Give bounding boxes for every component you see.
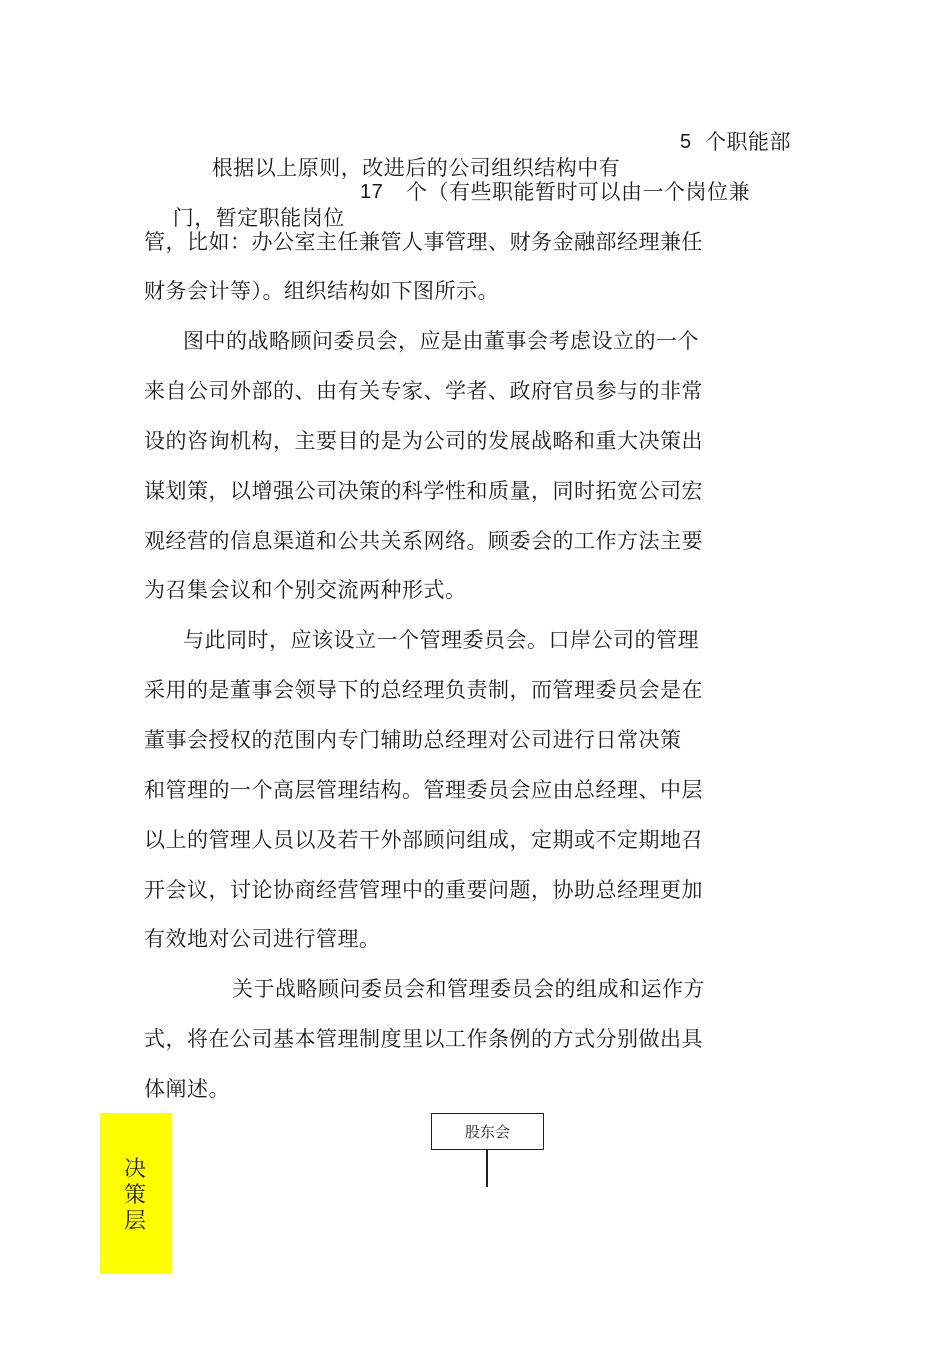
text-segment: 个职能部 [705, 130, 791, 154]
paragraph-line: 关于战略顾问委员会和管理委员会的组成和运作方 [232, 977, 705, 1001]
paragraph-line: 设的咨询机构，主要目的是为公司的发展战略和重大决策出 [144, 429, 703, 453]
position-count: 17 [360, 181, 384, 203]
paragraph-line: 采用的是董事会领导下的总经理负责制，而管理委员会是在 [144, 678, 703, 702]
paragraph-line: 来自公司外部的、由有关专家、学者、政府官员参与的非常 [144, 379, 703, 403]
paragraph-line: 观经营的信息渠道和公共关系网络。顾委会的工作方法主要 [144, 529, 703, 553]
text-segment: 门，暂定职能岗位 [172, 206, 345, 230]
paragraph-line: 谋划策，以增强公司决策的科学性和质量，同时拓宽公司宏 [144, 479, 703, 503]
department-count: 5 [680, 131, 692, 153]
paragraph-line: 有效地对公司进行管理。 [144, 927, 381, 951]
paragraph-line: 财务会计等）。组织结构如下图所示。 [144, 279, 499, 303]
paragraph-line: 以上的管理人员以及若干外部顾问组成，定期或不定期地召 [144, 828, 703, 852]
paragraph-line: 图中的战略顾问委员会，应是由董事会考虑设立的一个 [183, 329, 699, 353]
layer-label-char: 层 [123, 1209, 146, 1234]
text-segment: 个（有些职能暂时可以由一个岗位兼 [406, 180, 750, 204]
layer-label-char: 策 [123, 1183, 146, 1208]
paragraph-line: 管，比如：办公室主任兼管人事管理、财务金融部经理兼任 [144, 230, 703, 254]
shareholders-meeting-box: 股东会 [431, 1113, 544, 1150]
paragraph-line: 与此同时，应该设立一个管理委员会。口岸公司的管理 [183, 628, 699, 652]
paragraph-line: 和管理的一个高层管理结构。管理委员会应由总经理、中层 [144, 778, 703, 802]
org-chart-connector-line [486, 1150, 488, 1187]
paragraph-line: 体阐述。 [144, 1077, 230, 1101]
paragraph-line: 开会议，讨论协商经营管理中的重要问题，协助总经理更加 [144, 878, 703, 902]
text-segment: 根据以上原则，改进后的公司组织结构中有 [211, 156, 621, 180]
paragraph-line: 式，将在公司基本管理制度里以工作条例的方式分别做出具 [144, 1027, 703, 1051]
decision-layer-label [100, 1113, 172, 1274]
paragraph-line: 为召集会议和个别交流两种形式。 [144, 578, 467, 602]
layer-label-char: 决 [123, 1157, 146, 1182]
paragraph-line: 董事会授权的范围内专门辅助总经理对公司进行日常决策 [144, 728, 682, 752]
